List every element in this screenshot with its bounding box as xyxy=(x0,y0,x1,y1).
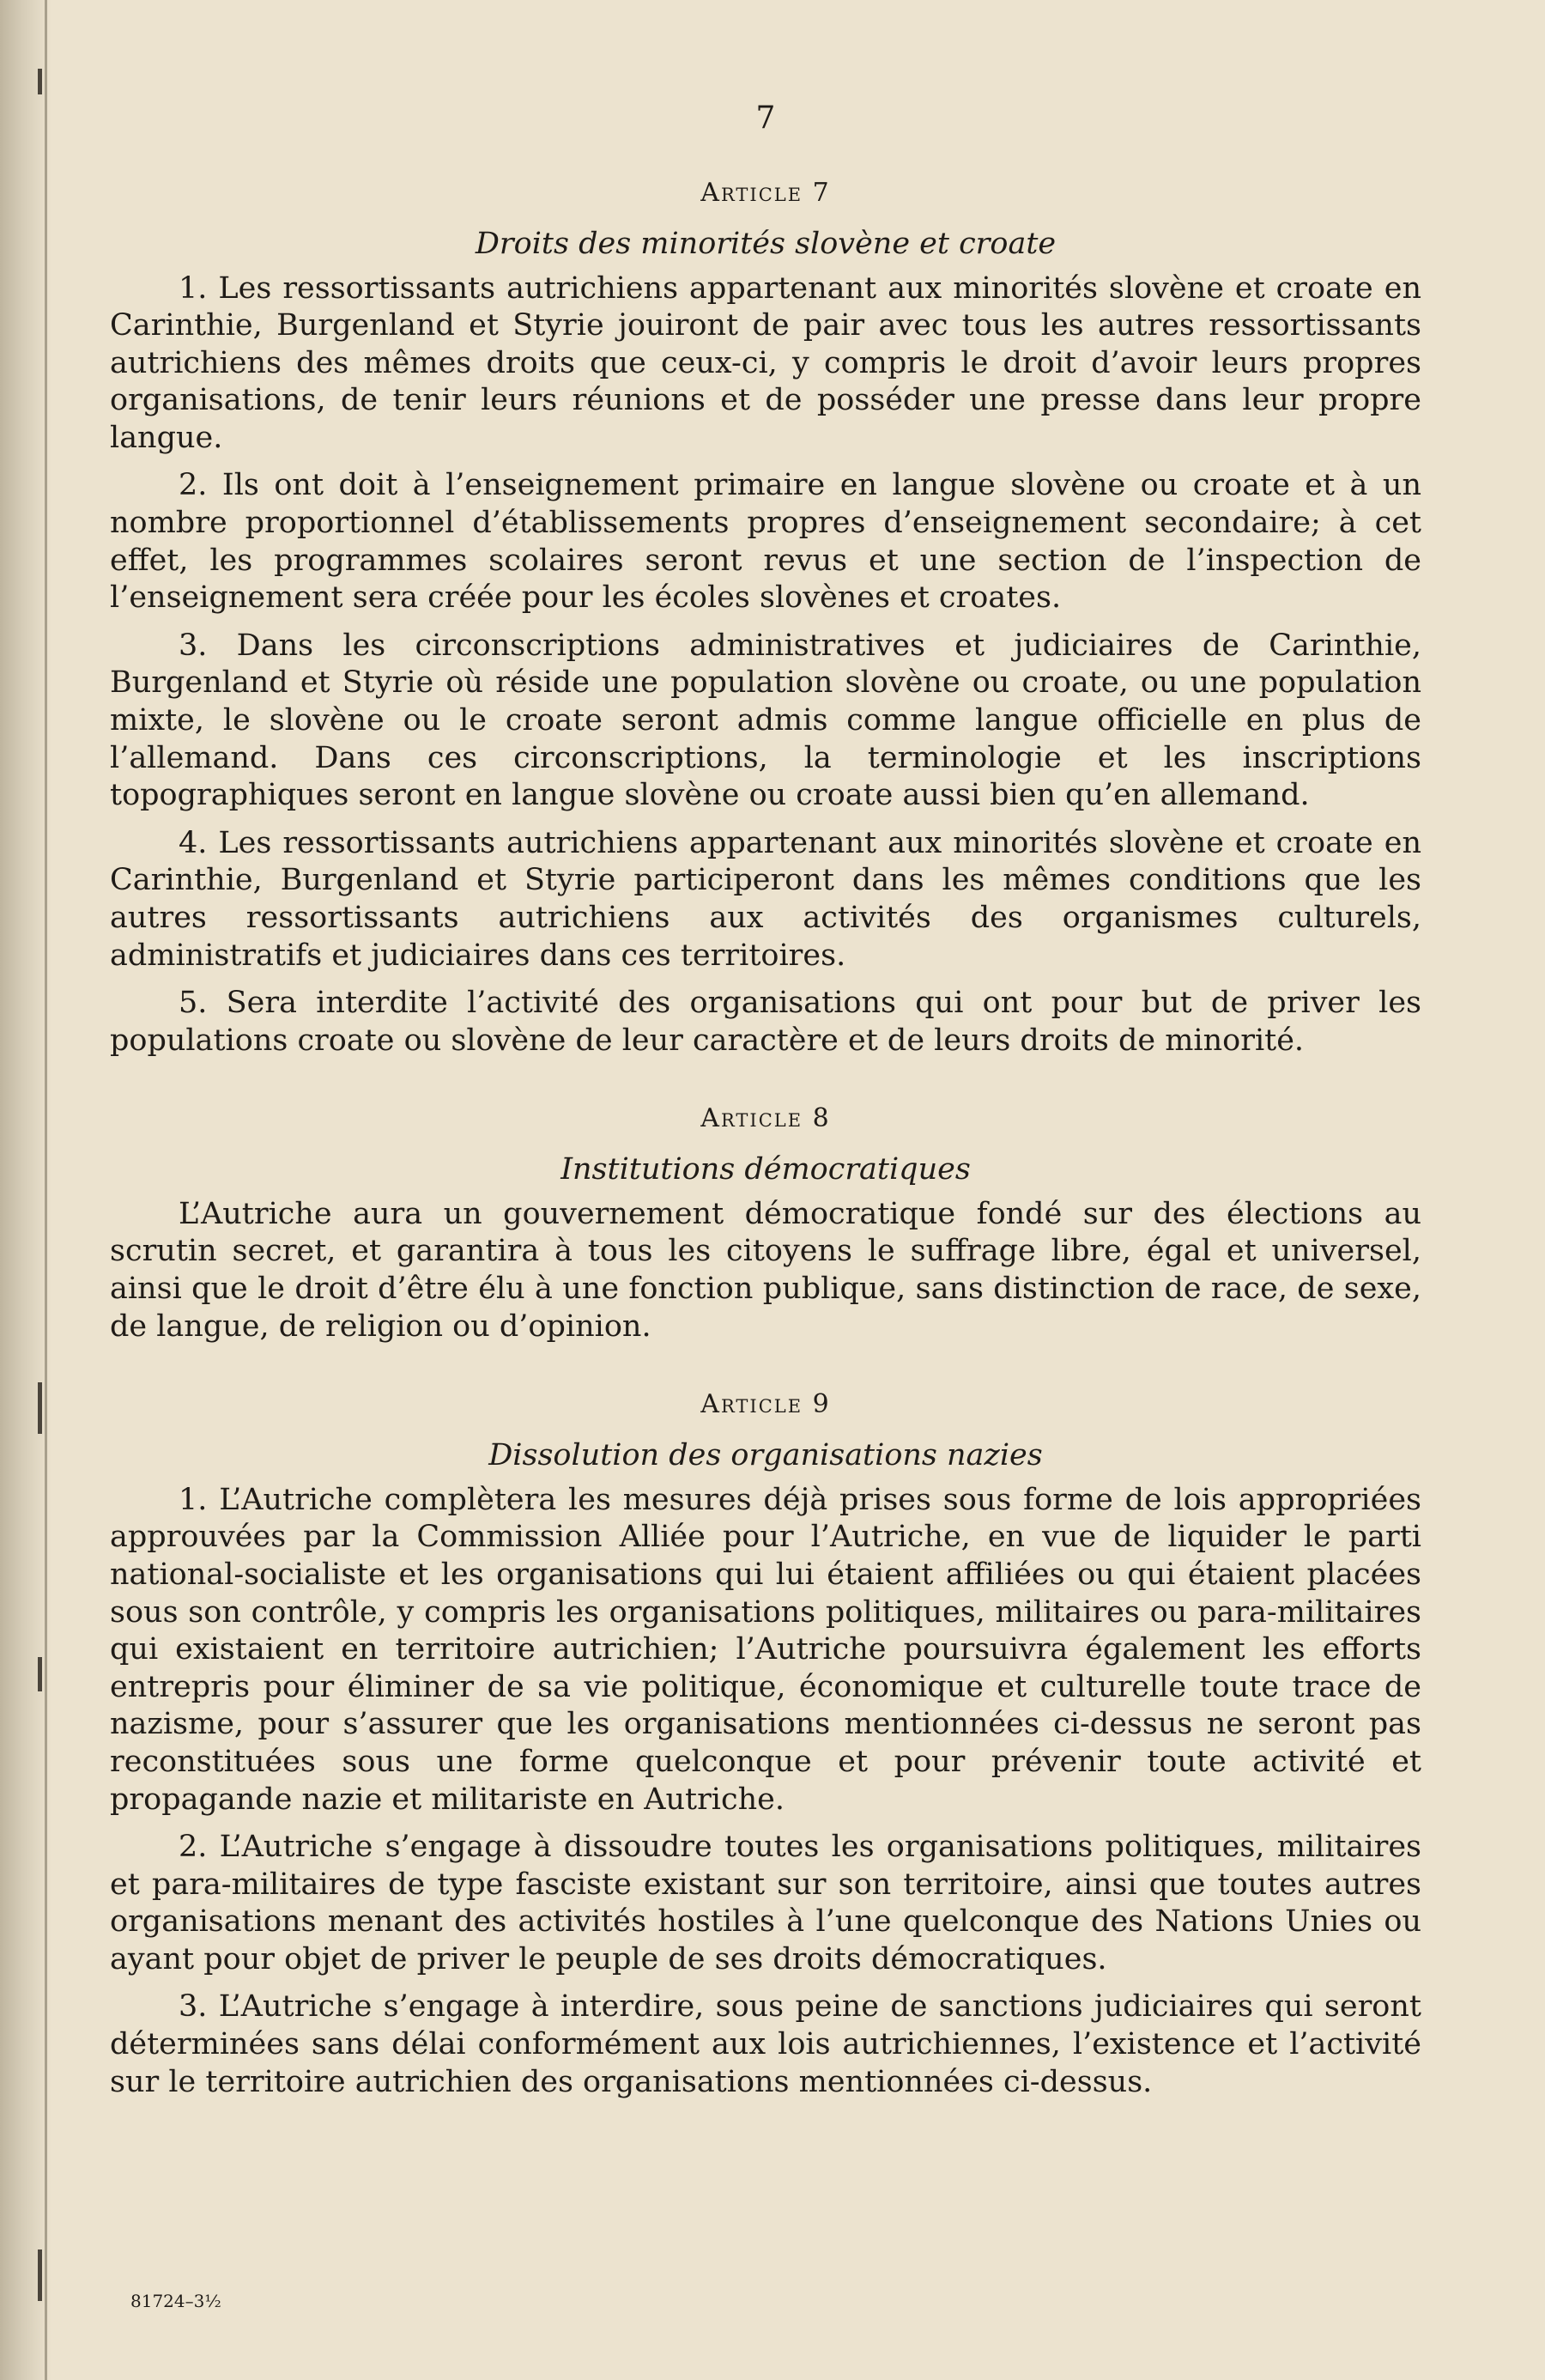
page-gutter-shadow xyxy=(0,0,52,2380)
paragraph: 2. Ils ont doit à l’enseignement primaire en langue slovène ou croate et à un nombre proportionnel d’établissements propres d’enseignement secondaire; à cet effet, les programmes scolaires seront revus et une section de l’inspection de l’enseignement sera créée pour les écoles slovènes et croates. xyxy=(110,468,1421,616)
article-title: Dissolution des organisations nazies xyxy=(488,1437,1043,1472)
article-heading: Article 8 xyxy=(700,1103,831,1134)
paragraph: 1. L’Autriche complètera les mesures déjà prises sous forme de lois appropriées approuvées par la Commission Alliée pour l’Autriche, en vue de liquider le parti national-socialiste et les organisations qui lui étaient affiliées ou qui étaient placées sous son contrôle, y compris les organisations politiques, militaires ou para-militaires qui existaient en territoire autrichien; l’Autriche poursuivra également les efforts entrepris pour éliminer de sa vie politique, économique et culturelle toute trace de nazisme, pour s’assurer que les organisations mentionnées ci-dessus ne seront pas reconstituées sous une forme quelconque et pour prévenir toute activité et propagande nazie et militariste en Autriche. xyxy=(110,1482,1421,1817)
binding-mark xyxy=(38,1382,42,1434)
page-content xyxy=(110,100,1421,2146)
binding-mark xyxy=(38,2249,42,2301)
paragraph: 1. Les ressortissants autrichiens appartenant aux minorités slovène et croate en Carinthie, Burgenland et Styrie jouiront de pair avec tous les autres ressortissants autrichiens des mêmes droits que ceux-ci, y compris le droit d’avoir leurs propres organisations, de tenir leurs réunions et de posséder une presse dans leur propre langue. xyxy=(110,270,1421,455)
print-code: 81724–3½ xyxy=(130,2291,221,2311)
page-number: 7 xyxy=(755,100,776,136)
paragraph: L’Autriche aura un gouvernement démocratique fondé sur des élections au scrutin secret, et garantira à tous les citoyens le suffrage libre, égal et universel, ainsi que le droit d’être élu à une fonction publique, sans distinction de race, de sexe, de langue, de religion ou d’opinion. xyxy=(110,1196,1421,1344)
paragraph: 2. L’Autriche s’engage à dissoudre toutes les organisations politiques, militaires et para-militaires de type fasciste existant sur son territoire, ainsi que toutes autres organisations menant des activités hostiles à l’une quelconque des Nations Unies ou ayant pour objet de priver le peuple de ses droits démocratiques. xyxy=(110,1830,1421,1976)
binding-mark xyxy=(38,69,42,94)
article-9-section xyxy=(110,1390,1421,2101)
article-heading: Article 7 xyxy=(700,178,831,208)
paragraph: 4. Les ressortissants autrichiens appartenant aux minorités slovène et croate en Carinthie, Burgenland et Styrie participeront dans les mêmes conditions que les autres ressortissants autrichiens aux activités des organismes culturels, administratifs et judiciaires dans ces territoires. xyxy=(110,825,1421,973)
paragraph: 3. Dans les circonscriptions administratives et judiciaires de Carinthie, Burgenland et Styrie où réside une population slovène ou croate, ou une population mixte, le slovène ou le croate seront admis comme langue officielle en plus de l’allemand. Dans ces circonscriptions, la terminologie et les inscriptions topographiques seront en langue slovène ou croate aussi bien qu’en allemand. xyxy=(110,628,1421,813)
paragraph: 5. Sera interdite l’activité des organisations qui ont pour but de priver les populations croate ou slovène de leur caractère et de leurs droits de minorité. xyxy=(110,986,1421,1058)
paragraph: 3. L’Autriche s’engage à interdire, sous peine de sanctions judiciaires qui seront déterminées sans délai conformément aux lois autrichiennes, l’existence et l’activité sur le territoire autrichien des organisations mentionnées ci-dessus. xyxy=(110,1989,1421,2099)
article-title: Droits des minorités slovène et croate xyxy=(475,226,1057,261)
article-title: Institutions démocratiques xyxy=(560,1151,971,1187)
binding-mark xyxy=(38,1657,42,1691)
binding-edge xyxy=(45,0,47,2380)
article-8-section xyxy=(110,1104,1421,1345)
article-heading: Article 9 xyxy=(700,1389,831,1420)
article-7-section xyxy=(110,179,1421,1059)
